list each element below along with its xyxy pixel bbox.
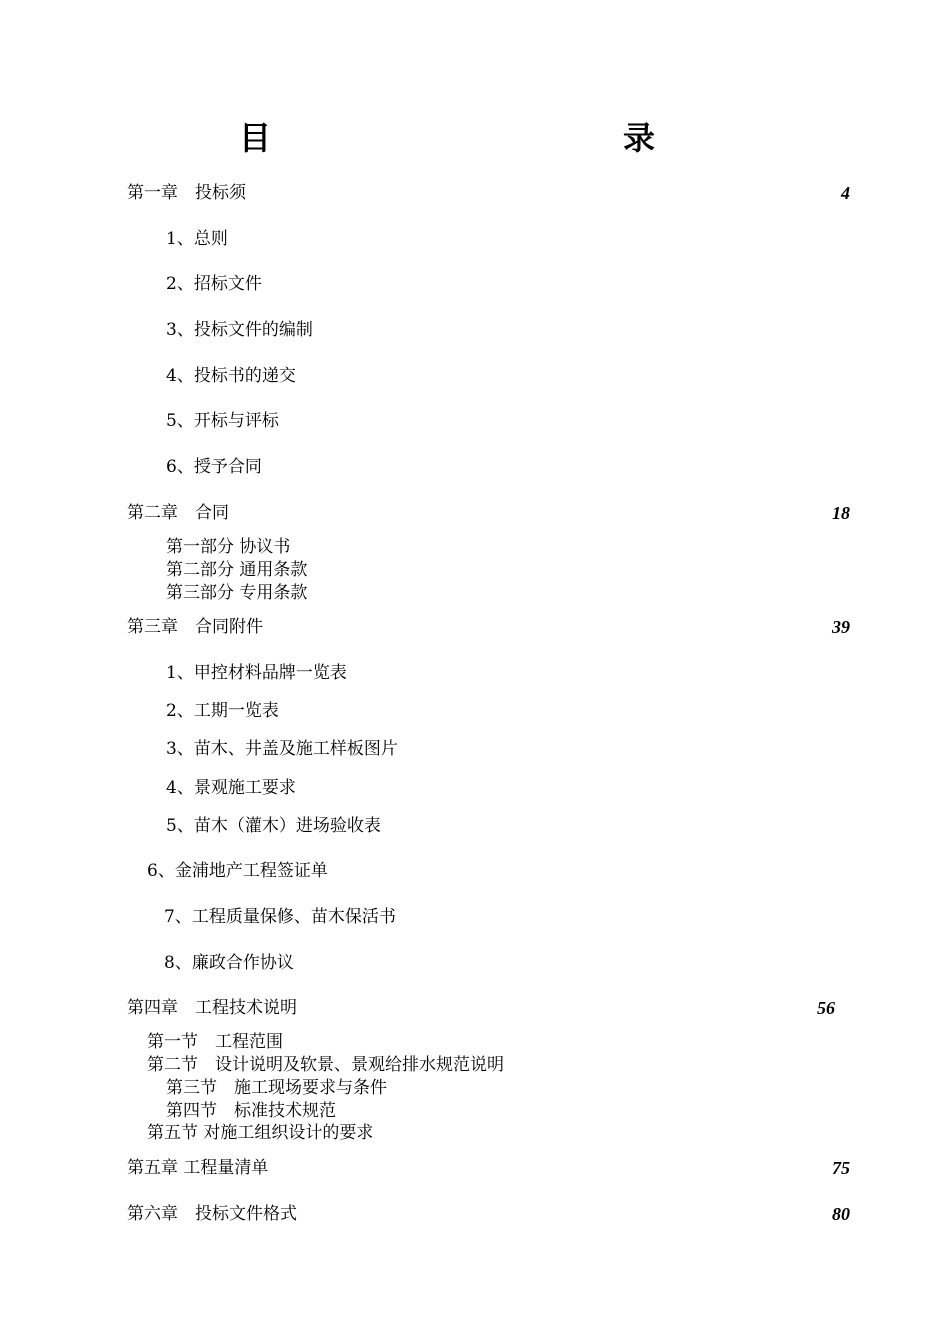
chapter-page-number: 80 — [832, 1204, 850, 1224]
toc-item[interactable] — [0, 409, 950, 433]
chapter-label: 第三章 合同附件 — [127, 617, 263, 637]
toc-item-label: 2、招标文件 — [166, 274, 262, 294]
toc-item[interactable] — [0, 559, 950, 582]
toc-item-label: 2、工期一览表 — [166, 701, 279, 721]
toc-chapter-3[interactable] — [0, 615, 950, 639]
chapter-label: 第二章 合同 — [127, 503, 229, 523]
toc-chapter-6[interactable] — [0, 1202, 950, 1226]
toc-item[interactable] — [0, 1100, 950, 1123]
chapter-page-number: 75 — [832, 1158, 850, 1178]
toc-item-label: 5、苗木（灌木）进场验收表 — [166, 816, 381, 836]
toc-chapter-2[interactable] — [0, 501, 950, 525]
toc-item-label: 1、总则 — [166, 229, 228, 249]
toc-item[interactable] — [0, 364, 950, 388]
page-title: 目 录 — [238, 119, 751, 157]
chapter-label: 第四章 工程技术说明 — [127, 998, 297, 1018]
toc-item[interactable] — [0, 905, 950, 929]
chapter-label: 第一章 投标须 — [127, 183, 246, 203]
toc-item[interactable] — [0, 1031, 950, 1054]
toc-item-label: 6、授予合同 — [166, 457, 262, 477]
toc-item-label: 第三节 施工现场要求与条件 — [166, 1078, 387, 1098]
toc-item[interactable] — [0, 699, 950, 723]
toc-item[interactable] — [0, 455, 950, 479]
toc-item[interactable] — [0, 776, 950, 800]
toc-item-label: 3、苗木、井盖及施工样板图片 — [166, 739, 398, 759]
chapter-page-number: 18 — [832, 503, 850, 523]
toc-item[interactable] — [0, 318, 950, 342]
toc-item-label: 第二节 设计说明及软景、景观给排水规范说明 — [147, 1055, 504, 1075]
toc-item[interactable] — [0, 661, 950, 685]
toc-item[interactable] — [0, 227, 950, 251]
toc-item-label: 1、甲控材料品牌一览表 — [166, 663, 347, 683]
toc-item-label: 第四节 标准技术规范 — [166, 1101, 336, 1121]
toc-item[interactable] — [0, 737, 950, 761]
chapter-page-number: 4 — [841, 183, 850, 203]
toc-chapter-4[interactable] — [0, 996, 950, 1020]
chapter-label: 第五章 工程量清单 — [127, 1158, 269, 1178]
toc-item-label: 第三部分 专用条款 — [166, 583, 308, 603]
toc-chapter-5[interactable] — [0, 1156, 950, 1180]
toc-item-label: 第一部分 协议书 — [166, 537, 291, 557]
toc-item[interactable] — [0, 859, 950, 883]
toc-item-label: 8、廉政合作协议 — [164, 953, 294, 973]
toc-item-label: 6、金浦地产工程签证单 — [147, 861, 328, 881]
toc-item[interactable] — [0, 951, 950, 975]
toc-item[interactable] — [0, 814, 950, 838]
toc-item[interactable] — [0, 1077, 950, 1100]
toc-chapter-1[interactable] — [0, 181, 950, 205]
toc-item-label: 第二部分 通用条款 — [166, 560, 308, 580]
toc-item-label: 第五节 对施工组织设计的要求 — [147, 1123, 374, 1143]
toc-item[interactable] — [0, 582, 950, 605]
toc-item-label: 第一节 工程范围 — [147, 1032, 283, 1052]
toc-item-label: 3、投标文件的编制 — [166, 320, 313, 340]
toc-item-label: 7、工程质量保修、苗木保活书 — [164, 907, 396, 927]
toc-item-label: 4、景观施工要求 — [166, 778, 296, 798]
toc-item-label: 5、开标与评标 — [166, 411, 279, 431]
toc-item[interactable] — [0, 536, 950, 559]
chapter-label: 第六章 投标文件格式 — [127, 1204, 297, 1224]
chapter-page-number: 39 — [832, 617, 850, 637]
toc-item[interactable] — [0, 272, 950, 296]
chapter-page-number: 56 — [817, 998, 835, 1018]
toc-item[interactable] — [0, 1054, 950, 1077]
toc-item-label: 4、投标书的递交 — [166, 366, 296, 386]
toc-item[interactable] — [0, 1122, 950, 1145]
